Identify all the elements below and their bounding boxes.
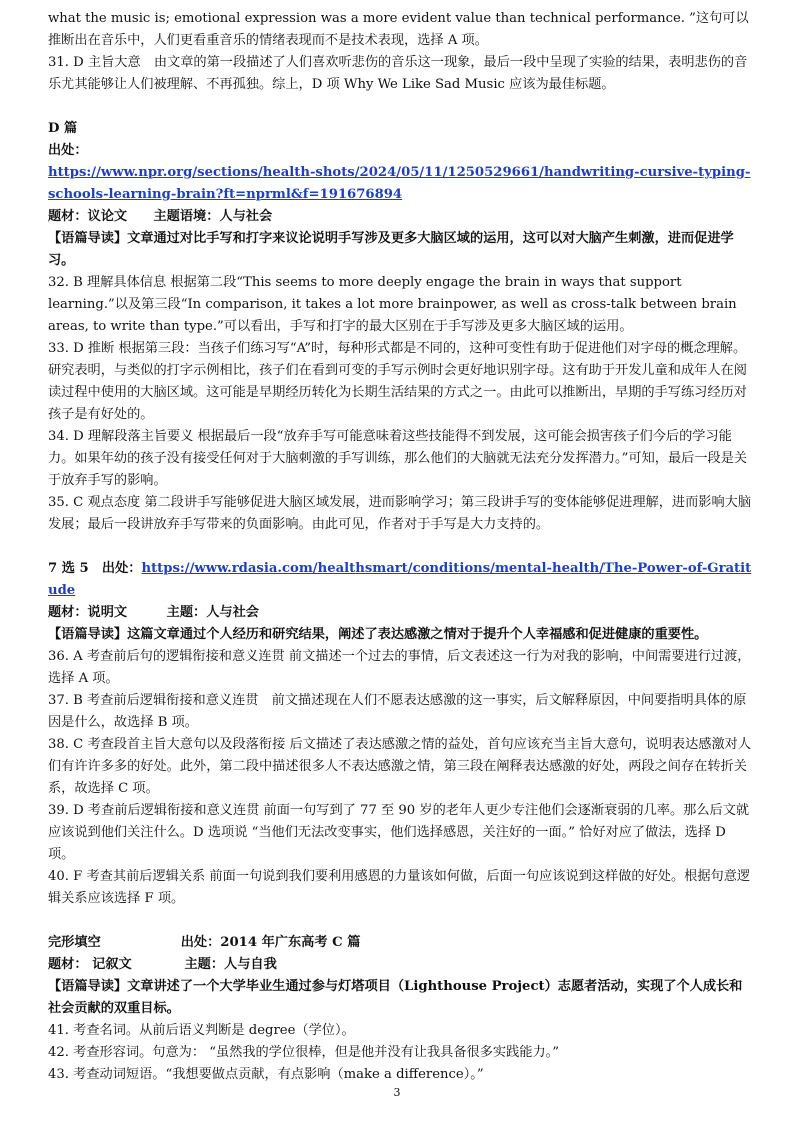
cloze-source: 出处：2014 年广东高考 C 篇 [180,935,361,950]
section-d-theme: 题材：议论文 主题语境：人与社会 [48,209,273,224]
document-page [48,8,752,1086]
answer-31: 31. D 主旨大意 由文章的第一段描述了人们喜欢听悲伤的音乐这一现象，最后一段中呈现了实验的结果，表明悲伤的音乐尤其能够让人们被理解、不再孤独。综上，D 项 Why We Like Sad Music 应该为最佳标题。 [48,55,748,92]
answer-40: 40. F 考查其前后逻辑关系 前面一句说到我们要利用感恩的力量该如何做，后面一句应该说到这样做的好处。根据句意逻辑关系应该选择 F 项。 [48,869,751,906]
page-number: 3 [393,1086,401,1099]
answer-42: 42. 考查形容词。句意为： “虽然我的学位很棒，但是他并没有让我具备很多实践能力。” [48,1045,559,1060]
seven-guide: 【语篇导读】这篇文章通过个人经历和研究结果，阐述了表达感激之情对于提升个人幸福感和促进健康的重要性。 [48,627,708,642]
seven-heading: 7 选 5 出处： [48,561,142,576]
cloze-guide: 【语篇导读】文章讲述了一个大学毕业生通过参与灯塔项目（Lighthouse Project）志愿者活动，实现了个人成长和社会贡献的双重目标。 [48,979,743,1016]
answer-41: 41. 考查名词。从前后语义判断是 degree（学位）。 [48,1023,355,1038]
answer-39: 39. D 考查前后逻辑衔接和意义连贯 前面一句写到了 77 至 90 岁的老年人更少专注他们会逐渐衰弱的几率。那么后文就应该说到他们关注什么。D 选项说 “当他们无法改变事实，他们选择感恩，关注好的一面。” 恰好对应了做法，选择 D 项。 [48,803,750,862]
answer-32: 32. B 理解具体信息 根据第二段“This seems to more deeply engage the brain in ways that support learning.”以及第三段“In comparison, it takes a lot more brainpower, as well as cross-talk between brain areas, to write than type.”可以看出，手写和打字的最大区别在于手写涉及更多大脑区域的运用。 [48,275,737,334]
answer-33: 33. D 推断 根据第三段：当孩子们练习写“A”时，每种形式都是不同的，这种可变性有助于促进他们对字母的概念理解。研究表明，与类似的打字示例相比，孩子们在看到可变的手写示例时会更好地识别字母。这有助于开发儿童和成年人在阅读过程中使用的大脑区域。这可能是早期经历转化为长期生活结果的方式之一。由此可以推断出，早期的手写练习经历对孩子是有好处的。 [48,341,747,422]
seven-theme: 题材：说明文 主题：人与社会 [48,605,259,620]
answer-37: 37. B 考查前后逻辑衔接和意义连贯 前文描述现在人们不愿表达感激的这一事实，后文解释原因，中间要指明具体的原因是什么，故选择 B 项。 [48,693,747,730]
cloze-title: 完形填空 [48,935,101,950]
answer-36: 36. A 考查前后句的逻辑衔接和意义连贯 前文描述一个过去的事情，后文表述这一行为对我的影响，中间需要进行过渡，选择 A 项。 [48,649,751,686]
answer-34: 34. D 理解段落主旨要义 根据最后一段“放弃手写可能意味着这些技能得不到发展，这可能会损害孩子们今后的学习能力。如果年幼的孩子没有接受任何对于大脑刺激的手写训练，那么他们的大脑就无法充分发挥潜力。”可知，最后一段是关于放弃手写的影响。 [48,429,748,488]
section-d-source-label: 出处： [48,143,88,158]
cloze-heading [48,932,752,954]
section-d-source-link[interactable]: https://www.npr.org/sections/health-shots/2024/05/11/1250529661/handwriting-cursive-typing-schools-learning-brain?ft=nprml&f=191676894 [48,165,751,202]
cloze-theme: 题材： 记叙文 主题：人与自我 [48,957,277,972]
section-d-guide: 【语篇导读】文章通过对比手写和打字来议论说明手写涉及更多大脑区域的运用，这可以对大脑产生刺激，进而促进学习。 [48,231,734,268]
answer-38: 38. C 考查段首主旨大意句以及段落衔接 后文描述了表达感激之情的益处，首句应该充当主旨大意句，说明表达感激对人们有许许多多的好处。此外，第二段中描述很多人不表达感激之情，第三段在阐释表达感激的好处，两段之间存在转折关系，故选择 C 项。 [48,737,752,796]
answer-43: 43. 考查动词短语。“我想要做点贡献，有点影响（make a difference）。” [48,1067,484,1082]
section-d-heading: D 篇 [48,121,78,136]
answer-35: 35. C 观点态度 第二段讲手写能够促进大脑区域发展，进而影响学习；第三段讲手写的变体能够促进理解，进而影响大脑发展；最后一段讲放弃手写带来的负面影响。由此可见，作者对于手写是大力支持的。 [48,495,752,532]
seven-source-link[interactable]: https://www.rdasia.com/healthsmart/conditions/mental-health/The-Power-of-Gratitude [48,561,752,598]
intro-paragraph: what the music is; emotional expression was a more evident value than technical performance. ”这句可以推断出在音乐中，人们更看重音乐的情绪表现而不是技术表现，选择 A 项。 [48,11,749,48]
